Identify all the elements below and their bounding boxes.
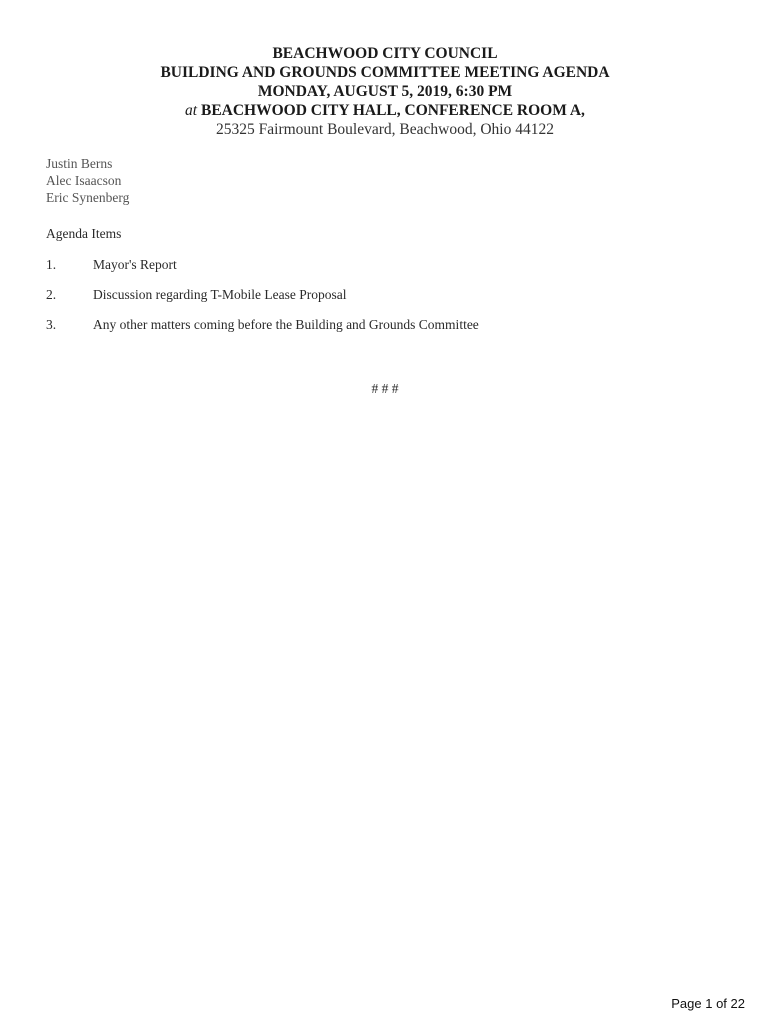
meeting-location <box>0 101 770 120</box>
agenda-item-text: Any other matters coming before the Building and Grounds Committee <box>93 317 479 332</box>
agenda-item-number: 3. <box>46 317 57 332</box>
meeting-address: 25325 Fairmount Boulevard, Beachwood, Ohio 44122 <box>216 121 554 138</box>
page-number: Page 1 of 22 <box>671 996 745 1011</box>
committee-members <box>46 155 129 206</box>
agenda-item-number: 1. <box>46 257 57 272</box>
member-name: Alec Isaacson <box>46 173 122 188</box>
agenda-item-text: Mayor's Report <box>93 257 177 272</box>
agenda-item-number: 2. <box>46 287 57 302</box>
agenda-header <box>0 44 770 139</box>
location-prefix: at <box>185 102 198 119</box>
agenda-item-text: Discussion regarding T-Mobile Lease Proposal <box>93 287 347 302</box>
member-name: Eric Synenberg <box>46 190 130 205</box>
agenda-item <box>46 256 706 286</box>
agenda-item <box>46 316 706 346</box>
location-name: BEACHWOOD CITY HALL, CONFERENCE ROOM A, <box>200 102 585 119</box>
meeting-date-time: MONDAY, AUGUST 5, 2019, 6:30 PM <box>257 83 513 100</box>
end-mark: # # # <box>371 381 399 396</box>
council-name: BEACHWOOD CITY COUNCIL <box>272 45 498 62</box>
agenda-list <box>46 256 706 346</box>
meeting-title: BUILDING AND GROUNDS COMMITTEE MEETING AGENDA <box>160 64 610 81</box>
member-name: Justin Berns <box>46 156 113 171</box>
agenda-heading: Agenda Items <box>46 226 122 241</box>
agenda-item <box>46 286 706 316</box>
